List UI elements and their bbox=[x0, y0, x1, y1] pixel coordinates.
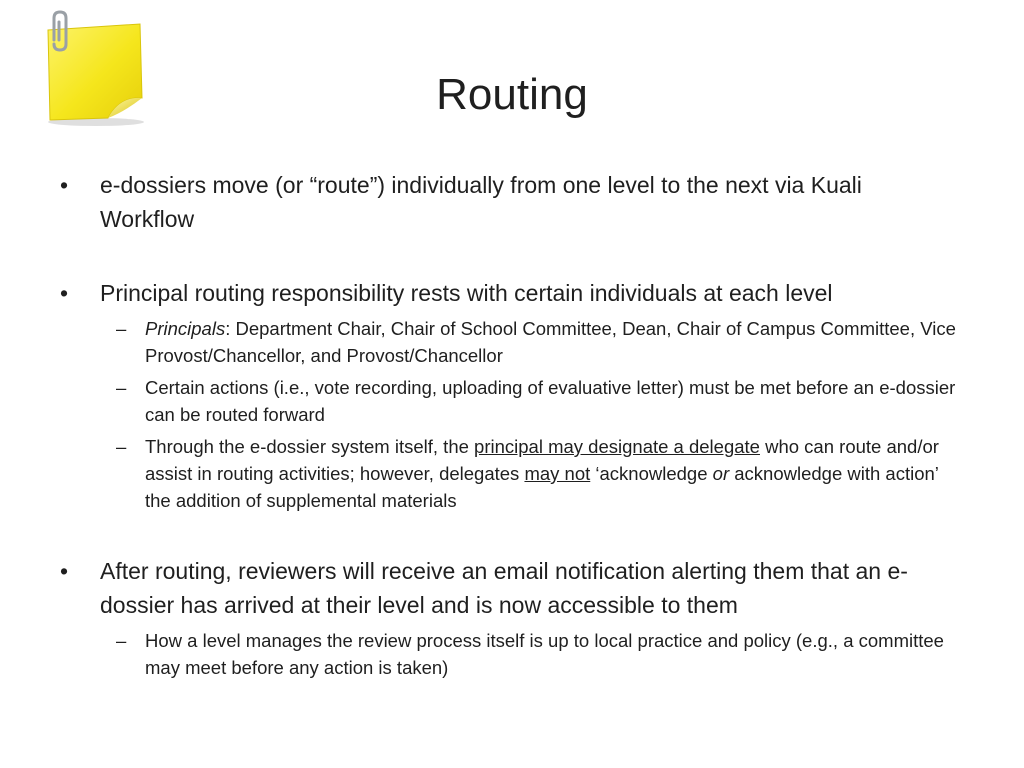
sub-bullet-text: acknowledge with action’ the addition of supplemental materials bbox=[145, 463, 939, 511]
sub-bullet-underlined-text: may not bbox=[524, 463, 591, 484]
bullet-text: After routing, reviewers will receive an email notification alerting them that an e-dossier has arrived at their level and is now accessible to them bbox=[100, 558, 908, 618]
sub-bullet-marker: – bbox=[116, 377, 127, 398]
bullet-marker: • bbox=[60, 558, 69, 584]
sub-bullet-marker: – bbox=[116, 630, 127, 651]
bullet-text: e-dossiers move (or “route”) individually from one level to the next via Kuali Workflow bbox=[100, 172, 862, 232]
sub-bullet-item bbox=[56, 374, 956, 428]
bullet-item bbox=[56, 168, 956, 236]
bullet-list bbox=[56, 168, 956, 681]
bullet-item bbox=[56, 554, 956, 622]
bullet-marker: • bbox=[60, 280, 69, 306]
sub-bullet-item bbox=[56, 315, 956, 369]
sub-bullet-underlined-text: principal may designate a delegate bbox=[474, 436, 760, 457]
sub-bullet-item bbox=[56, 433, 956, 514]
sub-bullet-italic-text: or bbox=[712, 463, 730, 484]
sub-bullet-text: Certain actions (i.e., vote recording, uploading of evaluative letter) must be met before an e-dossier can be routed forward bbox=[145, 377, 956, 425]
sub-bullet-marker: – bbox=[116, 318, 127, 339]
sub-bullet-item bbox=[56, 627, 956, 681]
sub-bullet-text: : Department Chair, Chair of School Committee, Dean, Chair of Campus Committee, Vice Provost/Chancellor, and Provost/Chancellor bbox=[145, 318, 956, 366]
page-title: Routing bbox=[436, 70, 588, 119]
sub-bullet-marker: – bbox=[116, 436, 127, 457]
bullet-text: Principal routing responsibility rests with certain individuals at each level bbox=[100, 280, 833, 306]
bullet-item bbox=[56, 276, 956, 310]
sub-bullet-text: Through the e-dossier system itself, the bbox=[145, 436, 475, 457]
bullet-marker: • bbox=[60, 172, 69, 198]
sub-bullet-text: How a level manages the review process itself is up to local practice and policy (e.g., a committee may meet before any action is taken) bbox=[145, 630, 944, 678]
sub-bullet-text: ‘acknowledge bbox=[590, 463, 713, 484]
sub-bullet-italic-lead: Principals bbox=[145, 318, 226, 339]
sub-bullet-text: who can route and/or assist in routing activities; however, delegates bbox=[145, 436, 939, 484]
